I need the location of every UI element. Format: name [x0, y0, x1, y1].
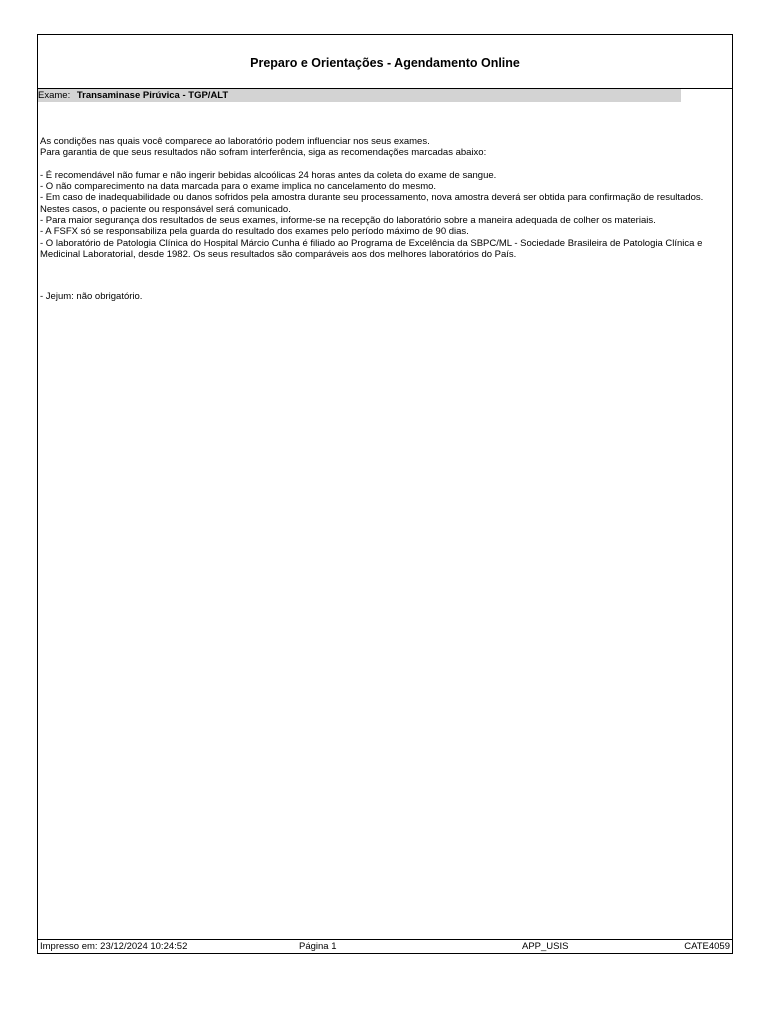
exam-label: Exame:	[38, 90, 71, 101]
exam-bar	[38, 89, 681, 102]
page-title: Preparo e Orientações - Agendamento Online	[250, 56, 520, 70]
recommendation-item: - O não comparecimento na data marcada para o exame implica no cancelamento do mesmo.	[40, 181, 437, 193]
recommendation-item: - A FSFX só se responsabiliza pela guarda do resultado dos exames pelo período máximo de 90 dias.	[40, 226, 469, 238]
exam-name: Transaminase Pirúvica - TGP/ALT	[76, 90, 229, 101]
intro-line: Para garantia de que seus resultados não sofram interferência, siga as recomendações marcadas abaixo:	[40, 147, 487, 159]
user-id: APP_USIS	[522, 941, 569, 952]
fasting-note: - Jejum: não obrigatório.	[40, 291, 143, 302]
recommendation-item: - O laboratório de Patologia Clínica do Hospital Márcio Cunha é filiado ao Programa de Excelência da SBPC/ML - Sociedade Brasileira de Patologia Clínica e Medicinal Laboratorial, desde 1982. Os seus resultados são comparáveis aos dos melhores laboratórios do País.	[40, 237, 703, 260]
recommendation-item: - Em caso de inadequabilidade ou danos sofridos pela amostra durante seu processamento, nova amostra deverá ser obtida para confirmação de resultados. Nestes casos, o paciente ou responsável será comunicado.	[40, 192, 704, 215]
instructions	[40, 136, 718, 260]
page-number: Página 1	[299, 941, 337, 952]
report-code: CATE4059	[684, 941, 730, 952]
intro-line: As condições nas quais você comparece ao laboratório podem influenciar nos seus exames.	[40, 136, 430, 147]
document-frame	[37, 34, 733, 954]
page-footer	[38, 940, 732, 954]
printed-timestamp: Impresso em: 23/12/2024 10:24:52	[40, 941, 188, 952]
recommendation-item: - É recomendável não fumar e não ingerir bebidas alcoólicas 24 horas antes da coleta do exame de sangue.	[40, 169, 497, 181]
recommendation-item: - Para maior segurança dos resultados de seus exames, informe-se na recepção do laboratório sobre a maneira adequada de colher os materiais.	[40, 215, 656, 227]
spacer	[40, 159, 718, 170]
